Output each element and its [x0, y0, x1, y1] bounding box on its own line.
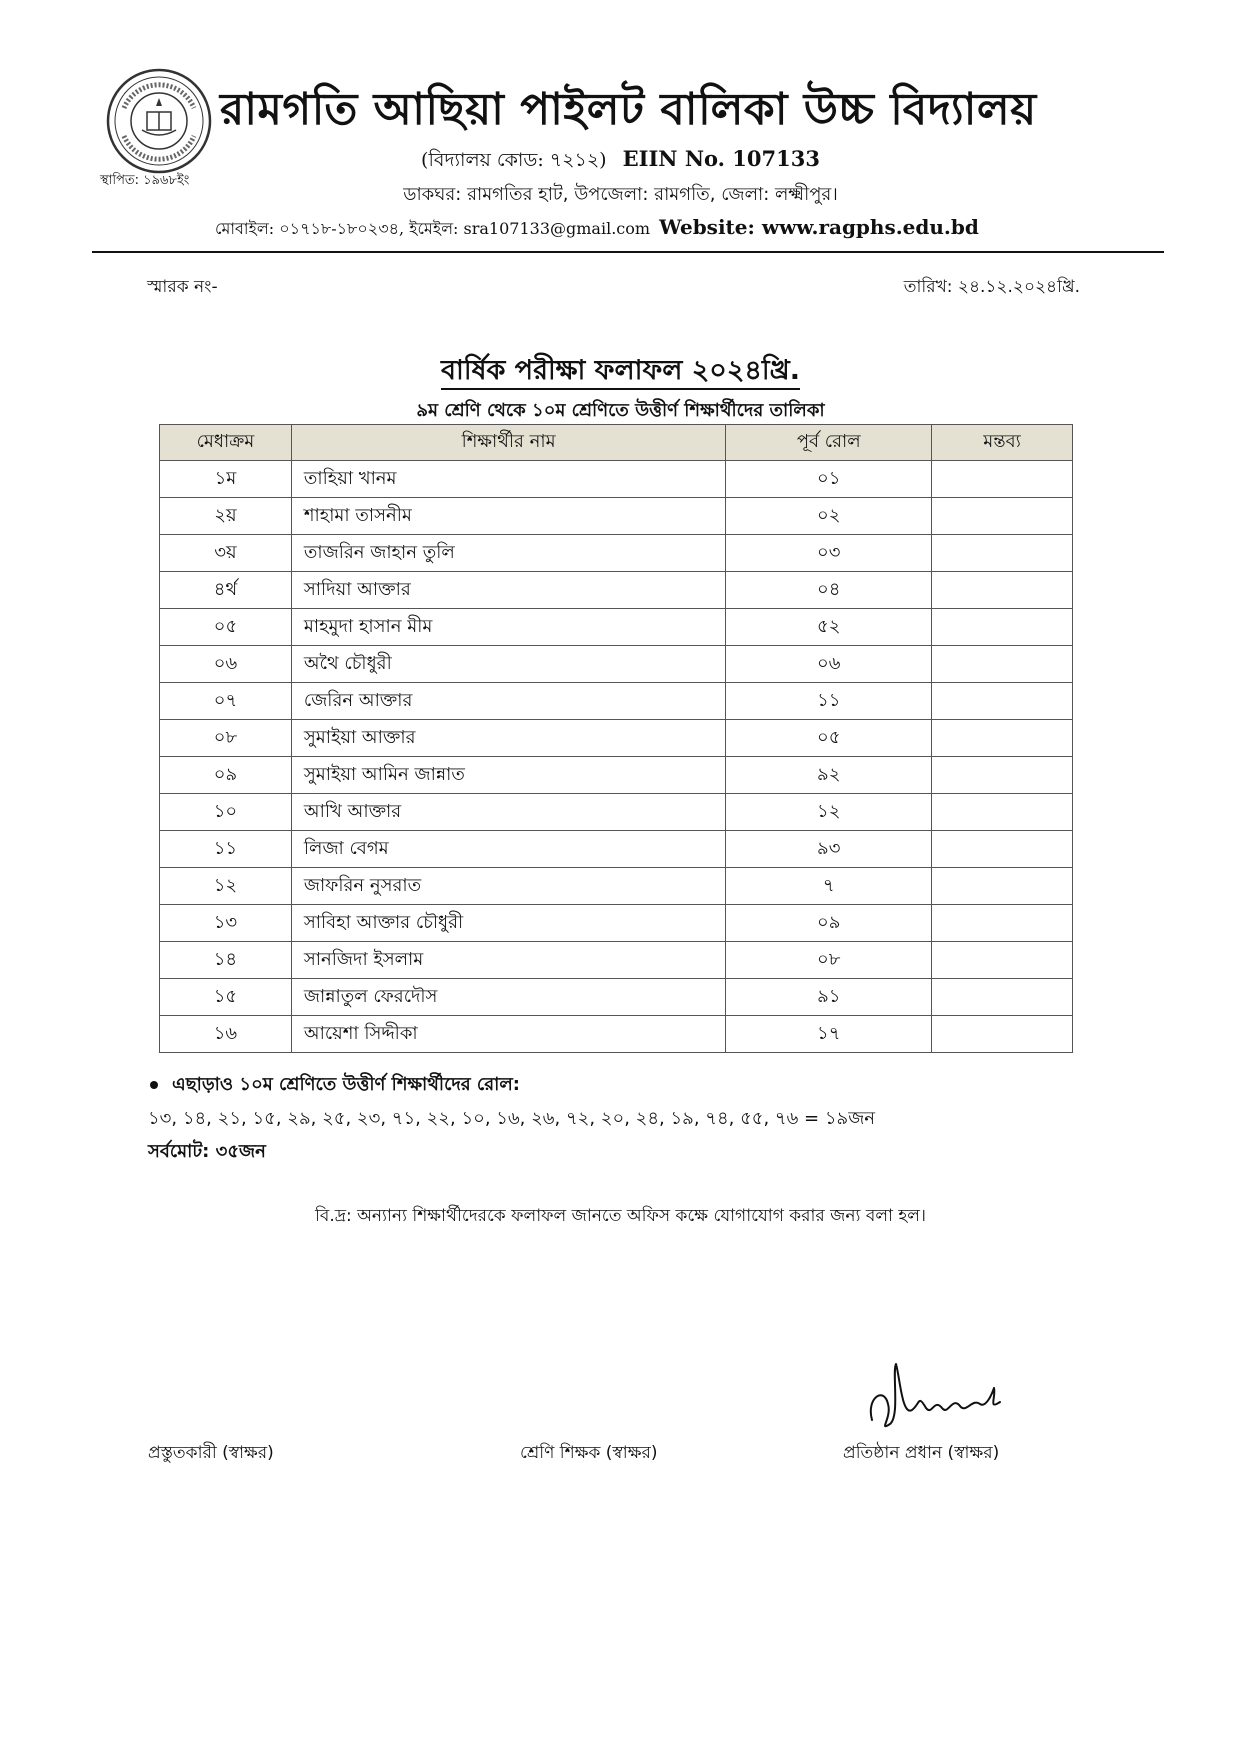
table-row [160, 535, 1073, 572]
table-header-row [160, 425, 1073, 461]
name-cell: সুমাইয়া আমিন জান্নাত [291, 757, 725, 794]
eiin-number: EIIN No. 107133 [622, 146, 820, 171]
roll-cell: ১১ [726, 683, 932, 720]
name-cell: আখি আক্তার [291, 794, 725, 831]
results-table [159, 424, 1073, 1053]
head-signature [862, 1358, 1012, 1438]
column-header-rank: মেধাক্রম [160, 425, 292, 461]
extra-roll-list: ১৩, ১৪, ২১, ১৫, ২৯, ২৫, ২৩, ৭১, ২২, ১০, ১৬, ২৬, ৭২, ২০, ২৪, ১৯, ৭৪, ৫৫, ৭৬ = ১৯জন [148, 1108, 876, 1129]
roll-cell: ০৪ [726, 572, 932, 609]
rank-cell: ০৭ [160, 683, 292, 720]
table-row [160, 646, 1073, 683]
school-address: ডাকঘর: রামগতির হাট, উপজেলা: রামগতি, জেলা: লক্ষ্মীপুর। [403, 184, 838, 205]
remark-cell [932, 757, 1073, 794]
rank-cell: ০৯ [160, 757, 292, 794]
remark-cell [932, 498, 1073, 535]
column-header-roll: পূর্ব রোল [726, 425, 932, 461]
school-code: (বিদ্যালয় কোড: ৭২১২) [421, 149, 607, 171]
roll-cell: ৯১ [726, 979, 932, 1016]
footnote: বি.দ্র: অন্যান্য শিক্ষার্থীদেরকে ফলাফল জানতে অফিস কক্ষে যোগাযোগ করার জন্য বলা হল। [315, 1206, 926, 1226]
name-cell: তাহিয়া খানম [291, 461, 725, 498]
established-year: স্থাপিত: ১৯৬৮ইং [100, 173, 190, 188]
rank-cell: ১২ [160, 868, 292, 905]
remark-cell [932, 683, 1073, 720]
roll-cell: ১৭ [726, 1016, 932, 1053]
remark-cell [932, 1016, 1073, 1053]
name-cell: সুমাইয়া আক্তার [291, 720, 725, 757]
class-teacher-signature-label: শ্রেণি শিক্ষক (স্বাক্ষর) [520, 1443, 658, 1463]
roll-cell: ০৬ [726, 646, 932, 683]
remark-cell [932, 831, 1073, 868]
rank-cell: ১৩ [160, 905, 292, 942]
name-cell: সাবিহা আক্তার চৌধুরী [291, 905, 725, 942]
document-date: তারিখ: ২৪.১২.২০২৪খ্রি. [903, 277, 1080, 297]
roll-cell: ৭ [726, 868, 932, 905]
roll-cell: ০২ [726, 498, 932, 535]
name-cell: সাদিয়া আক্তার [291, 572, 725, 609]
name-cell: লিজা বেগম [291, 831, 725, 868]
roll-cell: ০৫ [726, 720, 932, 757]
rank-cell: ১ম [160, 461, 292, 498]
rank-cell: ১৬ [160, 1016, 292, 1053]
roll-cell: ০৮ [726, 942, 932, 979]
roll-cell: ১২ [726, 794, 932, 831]
table-row [160, 683, 1073, 720]
document-subtitle: ৯ম শ্রেণি থেকে ১০ম শ্রেণিতে উত্তীর্ণ শিক্ষার্থীদের তালিকা [416, 400, 825, 421]
column-header-name: শিক্ষার্থীর নাম [291, 425, 725, 461]
remark-cell [932, 868, 1073, 905]
prepared-by-signature-label: প্রস্তুতকারী (স্বাক্ষর) [148, 1443, 274, 1463]
remark-cell [932, 979, 1073, 1016]
contact-line [215, 215, 1215, 243]
remark-cell [932, 942, 1073, 979]
remark-cell [932, 794, 1073, 831]
name-cell: মাহমুদা হাসান মীম [291, 609, 725, 646]
school-name: রামগতি আছিয়া পাইলট বালিকা উচ্চ বিদ্যালয় [220, 84, 1037, 135]
table-row [160, 868, 1073, 905]
rank-cell: ১১ [160, 831, 292, 868]
remark-cell [932, 461, 1073, 498]
column-header-remark: মন্তব্য [932, 425, 1073, 461]
table-row [160, 498, 1073, 535]
table-row [160, 572, 1073, 609]
table-body [160, 461, 1073, 1053]
name-cell: আয়েশা সিদ্দীকা [291, 1016, 725, 1053]
roll-cell: ০৩ [726, 535, 932, 572]
rank-cell: ১০ [160, 794, 292, 831]
name-cell: সানজিদা ইসলাম [291, 942, 725, 979]
remark-cell [932, 609, 1073, 646]
memo-number: স্মারক নং- [147, 277, 218, 297]
rank-cell: ১৪ [160, 942, 292, 979]
contact-info: মোবাইল: ০১৭১৮-১৮০২৩৪, ইমেইল: sra107133@gmail.com [215, 219, 651, 238]
remark-cell [932, 905, 1073, 942]
rank-cell: ১৫ [160, 979, 292, 1016]
rank-cell: ৩য় [160, 535, 292, 572]
total-count: সর্বমোট: ৩৫জন [148, 1141, 266, 1162]
extra-heading [150, 1070, 520, 1101]
table-row [160, 461, 1073, 498]
table-row [160, 979, 1073, 1016]
header-divider [92, 251, 1164, 253]
name-cell: জাফরিন নুসরাত [291, 868, 725, 905]
name-cell: তাজরিন জাহান তুলি [291, 535, 725, 572]
table-row [160, 831, 1073, 868]
table-row [160, 1016, 1073, 1053]
table-row [160, 720, 1073, 757]
name-cell: জেরিন আক্তার [291, 683, 725, 720]
roll-cell: ০১ [726, 461, 932, 498]
code-line [0, 146, 1241, 178]
extra-heading-text: এছাড়াও ১০ম শ্রেণিতে উত্তীর্ণ শিক্ষার্থীদের রোল: [172, 1074, 520, 1095]
table-row [160, 794, 1073, 831]
rank-cell: ৪র্থ [160, 572, 292, 609]
rank-cell: ০৫ [160, 609, 292, 646]
roll-cell: ০৯ [726, 905, 932, 942]
remark-cell [932, 572, 1073, 609]
table-row [160, 757, 1073, 794]
table-row [160, 942, 1073, 979]
bullet-icon [150, 1081, 158, 1089]
title-text: বার্ষিক পরীক্ষা ফলাফল ২০২৪খ্রি. [441, 355, 800, 390]
remark-cell [932, 720, 1073, 757]
table-row [160, 609, 1073, 646]
rank-cell: ২য় [160, 498, 292, 535]
roll-cell: ৯২ [726, 757, 932, 794]
table-row [160, 905, 1073, 942]
document-title [0, 350, 1241, 395]
remark-cell [932, 535, 1073, 572]
name-cell: শাহামা তাসনীম [291, 498, 725, 535]
rank-cell: ০৬ [160, 646, 292, 683]
roll-cell: ৫২ [726, 609, 932, 646]
head-signature-label: প্রতিষ্ঠান প্রধান (স্বাক্ষর) [843, 1443, 1000, 1463]
roll-cell: ৯৩ [726, 831, 932, 868]
rank-cell: ০৮ [160, 720, 292, 757]
remark-cell [932, 646, 1073, 683]
website: Website: www.ragphs.edu.bd [659, 215, 979, 239]
name-cell: জান্নাতুল ফেরদৌস [291, 979, 725, 1016]
name-cell: অথৈ চৌধুরী [291, 646, 725, 683]
